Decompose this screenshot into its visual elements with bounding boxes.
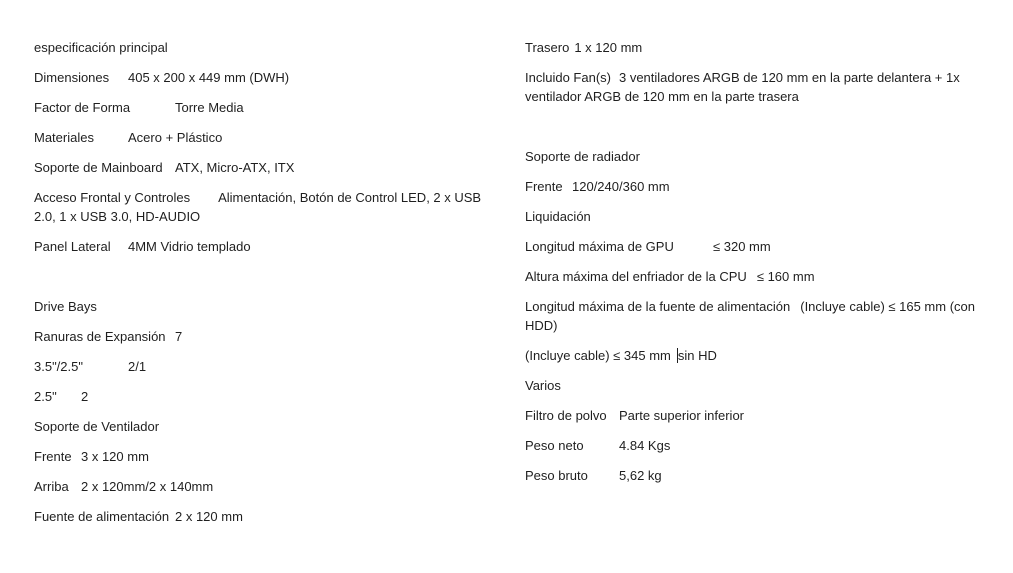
- spec-suffix: sin HD: [677, 348, 717, 363]
- spec-column-left: [34, 38, 484, 537]
- spec-value: 2: [81, 389, 89, 404]
- spec-value: 4.84 Kgs: [619, 438, 671, 453]
- spec-value: Acero + Plástico: [128, 130, 223, 145]
- spec-cpu-cooler: [525, 267, 985, 286]
- spec-label: Longitud máxima de la fuente de alimentación: [525, 299, 791, 314]
- blank-line: [34, 267, 484, 286]
- spec-label: Dimensiones: [34, 70, 110, 85]
- spec-front-access: [34, 188, 484, 226]
- spec-fan-psu: [34, 507, 484, 526]
- spec-label: 2.5": [34, 389, 57, 404]
- spec-value: 5,62 kg: [619, 468, 662, 483]
- spec-bay-35-25: [34, 357, 484, 376]
- spec-bay-25: [34, 387, 484, 406]
- spec-value: Alimentación, Botón de Control LED, 2 x USB 2.0, 1 x USB 3.0, HD-AUDIO: [34, 190, 482, 224]
- spec-value: 405 x 200 x 449 mm (DWH): [128, 70, 290, 85]
- spec-psu-no-hdd: [525, 346, 985, 365]
- spec-form-factor: [34, 98, 484, 117]
- spec-label: Factor de Forma: [34, 100, 131, 115]
- spec-net-weight: [525, 436, 985, 455]
- spec-value: 3 x 120 mm: [81, 449, 149, 464]
- spec-liquidation: Liquidación: [525, 209, 591, 224]
- spec-gpu-length: [525, 237, 985, 256]
- spec-fan-front: [34, 447, 484, 466]
- spec-value: 120/240/360 mm: [572, 179, 670, 194]
- spec-fan-support: Soporte de Ventilador: [34, 419, 160, 434]
- spec-label: Frente: [525, 179, 563, 194]
- spec-label: Frente: [34, 449, 72, 464]
- spec-expansion-slots: [34, 327, 484, 346]
- spec-label: Ranuras de Expansión: [34, 329, 166, 344]
- spec-value: (Incluye cable) ≤ 165 mm (con HDD): [525, 299, 975, 333]
- spec-label: Trasero: [525, 40, 570, 55]
- spec-included-fans: [525, 68, 985, 106]
- spec-mainboard: [34, 158, 484, 177]
- spec-label: Arriba: [34, 479, 69, 494]
- spec-dimensions: [34, 68, 484, 87]
- spec-label: Panel Lateral: [34, 239, 111, 254]
- spec-label: Materiales: [34, 130, 94, 145]
- spec-value: Parte superior inferior: [619, 408, 744, 423]
- spec-column-right: [525, 38, 985, 496]
- spec-label: Peso neto: [525, 438, 584, 453]
- spec-label: Incluido Fan(s): [525, 70, 611, 85]
- spec-label: 3.5"/2.5": [34, 359, 83, 374]
- spec-radiator-front: [525, 177, 985, 196]
- spec-value: ATX, Micro-ATX, ITX: [175, 160, 295, 175]
- spec-dust-filter: [525, 406, 985, 425]
- spec-label: Fuente de alimentación: [34, 509, 170, 524]
- spec-psu-length: [525, 297, 985, 335]
- spec-value: Torre Media: [175, 100, 244, 115]
- spec-label: Filtro de polvo: [525, 408, 607, 423]
- spec-label: Longitud máxima de GPU: [525, 239, 674, 254]
- spec-label: Altura máxima del enfriador de la CPU: [525, 269, 747, 284]
- spec-side-panel: [34, 237, 484, 256]
- spec-value: 3 ventiladores ARGB de 120 mm en la parte delantera + 1x ventilador ARGB de 120 mm en la parte trasera: [525, 70, 960, 104]
- spec-materials: [34, 128, 484, 147]
- spec-heading: especificación principal: [34, 40, 168, 55]
- spec-value: ≤ 160 mm: [756, 269, 815, 284]
- spec-fan-rear: [525, 38, 985, 57]
- spec-drive-bays: Drive Bays: [34, 299, 97, 314]
- spec-radiator-support: Soporte de radiador: [525, 149, 640, 164]
- blank-line: [525, 117, 985, 147]
- spec-gross-weight: [525, 466, 985, 485]
- spec-value: ≤ 320 mm: [713, 239, 771, 254]
- spec-value: 2/1: [128, 359, 147, 374]
- spec-label: Acceso Frontal y Controles: [34, 190, 191, 205]
- spec-value: 2 x 120 mm: [175, 509, 243, 524]
- spec-value: 2 x 120mm/2 x 140mm: [81, 479, 214, 494]
- spec-value: 7: [175, 329, 183, 344]
- spec-value: (Incluye cable) ≤ 345 mm: [525, 348, 671, 363]
- spec-fan-top: [34, 477, 484, 496]
- spec-value: 4MM Vidrio templado: [128, 239, 251, 254]
- spec-label: Soporte de Mainboard: [34, 160, 163, 175]
- spec-label: Peso bruto: [525, 468, 588, 483]
- spec-value: 1 x 120 mm: [574, 40, 643, 55]
- spec-misc: Varios: [525, 378, 561, 393]
